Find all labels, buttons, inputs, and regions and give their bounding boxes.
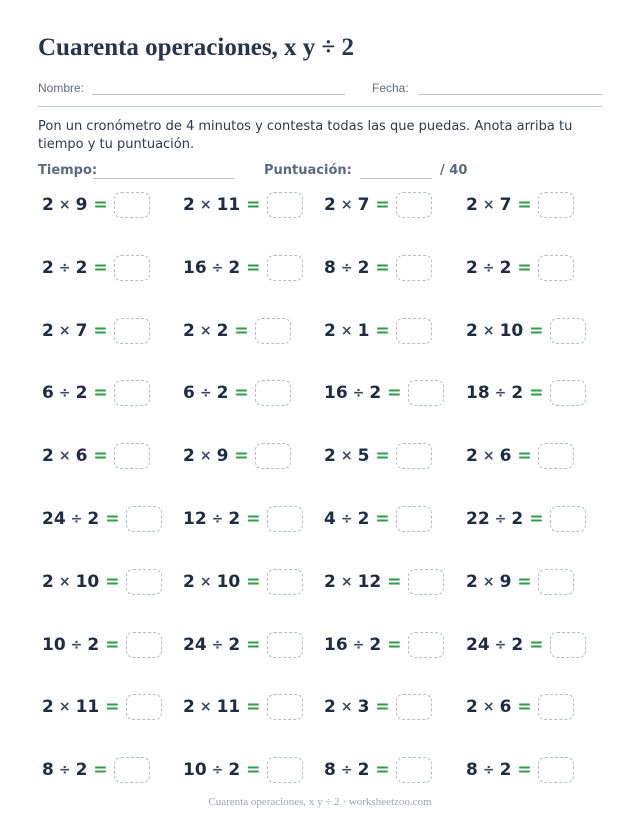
problem-item — [324, 190, 432, 220]
problem-item — [42, 567, 162, 597]
operator-symbol: ÷ — [70, 511, 83, 527]
operand-b: 2 — [499, 760, 512, 780]
answer-box[interactable] — [126, 632, 162, 658]
problem-item — [42, 253, 150, 283]
operand-a: 6 — [42, 383, 54, 403]
problem-item — [183, 755, 303, 785]
problem-item — [466, 692, 574, 722]
problem-item — [324, 441, 432, 471]
operand-a: 2 — [42, 572, 54, 592]
answer-box[interactable] — [396, 694, 432, 720]
equals-sign: = — [517, 258, 532, 278]
equals-sign: = — [375, 509, 390, 529]
answer-box[interactable] — [114, 255, 150, 281]
operand-a: 2 — [42, 697, 54, 717]
operator-symbol: ÷ — [352, 637, 365, 653]
footer: Cuarenta operaciones, x y ÷ 2 · worksheetzoo.com — [208, 796, 432, 808]
answer-box[interactable] — [267, 632, 303, 658]
equals-sign: = — [93, 446, 108, 466]
problem-item — [42, 316, 150, 346]
time-field[interactable] — [93, 178, 234, 179]
equals-sign: = — [93, 258, 108, 278]
problem-item — [324, 692, 432, 722]
operand-a: 6 — [183, 383, 195, 403]
equals-sign: = — [387, 383, 402, 403]
operand-a: 22 — [466, 509, 490, 529]
problem-item — [466, 316, 586, 346]
operand-b: 6 — [499, 697, 512, 717]
operand-b: 2 — [369, 383, 382, 403]
equals-sign: = — [375, 195, 390, 215]
operand-b: 10 — [216, 572, 241, 592]
operator-symbol: ÷ — [494, 511, 507, 527]
problem-item — [466, 378, 586, 408]
operator-symbol: ÷ — [70, 637, 83, 653]
equals-sign: = — [234, 383, 249, 403]
operand-b: 2 — [228, 258, 241, 278]
operator-symbol: × — [482, 699, 495, 715]
operand-b: 2 — [75, 383, 88, 403]
problem-item — [42, 378, 150, 408]
problem-item — [466, 253, 574, 283]
problem-item — [324, 316, 432, 346]
operator-symbol: × — [58, 323, 71, 339]
operand-b: 10 — [499, 321, 524, 341]
operator-symbol: ÷ — [58, 762, 71, 778]
operand-a: 2 — [324, 697, 336, 717]
operator-symbol: ÷ — [211, 511, 224, 527]
answer-box[interactable] — [538, 569, 574, 595]
operator-symbol: ÷ — [352, 385, 365, 401]
operand-b: 7 — [499, 195, 512, 215]
answer-box[interactable] — [126, 506, 162, 532]
answer-box[interactable] — [267, 569, 303, 595]
equals-sign: = — [93, 760, 108, 780]
operator-symbol: × — [58, 197, 71, 213]
equals-sign: = — [246, 258, 261, 278]
operand-b: 2 — [499, 258, 512, 278]
operand-b: 11 — [216, 195, 241, 215]
operator-symbol: × — [482, 448, 495, 464]
operand-b: 7 — [357, 195, 370, 215]
operand-b: 7 — [75, 321, 88, 341]
operand-a: 24 — [183, 635, 207, 655]
page-title: Cuarenta operaciones, x y ÷ 2 — [38, 34, 355, 61]
equals-sign: = — [517, 446, 532, 466]
equals-sign: = — [105, 572, 120, 592]
answer-box[interactable] — [126, 694, 162, 720]
header-divider — [38, 106, 602, 107]
answer-box[interactable] — [255, 443, 291, 469]
problem-item — [42, 190, 150, 220]
operator-symbol: ÷ — [58, 385, 71, 401]
equals-sign: = — [246, 697, 261, 717]
problem-item — [324, 378, 444, 408]
operator-symbol: × — [482, 574, 495, 590]
operator-symbol: ÷ — [340, 762, 353, 778]
problem-item — [183, 692, 303, 722]
operand-a: 2 — [324, 446, 336, 466]
problem-item — [324, 567, 444, 597]
equals-sign: = — [246, 635, 261, 655]
answer-box[interactable] — [126, 569, 162, 595]
score-total: / 40 — [440, 163, 468, 178]
equals-sign: = — [529, 321, 544, 341]
operand-b: 6 — [75, 446, 88, 466]
answer-box[interactable] — [267, 192, 303, 218]
operand-a: 2 — [183, 697, 195, 717]
operand-a: 12 — [183, 509, 207, 529]
problem-item — [466, 441, 574, 471]
equals-sign: = — [517, 195, 532, 215]
equals-sign: = — [517, 760, 532, 780]
operand-a: 24 — [42, 509, 66, 529]
name-label: Nombre: — [38, 81, 85, 95]
answer-box[interactable] — [550, 632, 586, 658]
operand-b: 2 — [87, 635, 100, 655]
equals-sign: = — [529, 635, 544, 655]
operand-a: 2 — [466, 258, 478, 278]
operator-symbol: ÷ — [494, 637, 507, 653]
problem-item — [183, 441, 291, 471]
problem-item — [324, 504, 432, 534]
answer-box[interactable] — [396, 506, 432, 532]
operator-symbol: ÷ — [340, 260, 353, 276]
equals-sign: = — [517, 697, 532, 717]
operand-a: 2 — [183, 446, 195, 466]
operator-symbol: ÷ — [211, 637, 224, 653]
equals-sign: = — [246, 572, 261, 592]
equals-sign: = — [93, 321, 108, 341]
equals-sign: = — [375, 697, 390, 717]
operand-b: 2 — [216, 321, 229, 341]
operand-a: 2 — [466, 195, 478, 215]
equals-sign: = — [529, 383, 544, 403]
operand-a: 8 — [466, 760, 478, 780]
operand-b: 9 — [499, 572, 512, 592]
equals-sign: = — [234, 321, 249, 341]
answer-box[interactable] — [396, 192, 432, 218]
operand-b: 2 — [228, 760, 241, 780]
operator-symbol: ÷ — [494, 385, 507, 401]
operand-a: 8 — [324, 258, 336, 278]
time-label: Tiempo: — [38, 163, 98, 178]
operand-b: 2 — [511, 509, 524, 529]
operand-b: 11 — [75, 697, 100, 717]
operand-b: 6 — [499, 446, 512, 466]
operand-b: 11 — [216, 697, 241, 717]
equals-sign: = — [246, 195, 261, 215]
date-label: Fecha: — [372, 81, 409, 95]
answer-box[interactable] — [550, 318, 586, 344]
operand-b: 10 — [75, 572, 100, 592]
operator-symbol: × — [340, 323, 353, 339]
operand-a: 10 — [183, 760, 207, 780]
answer-box[interactable] — [114, 192, 150, 218]
operator-symbol: ÷ — [482, 762, 495, 778]
problem-item — [466, 504, 586, 534]
answer-box[interactable] — [267, 757, 303, 783]
operator-symbol: × — [340, 699, 353, 715]
answer-box[interactable] — [267, 694, 303, 720]
operand-b: 2 — [228, 635, 241, 655]
operand-a: 2 — [42, 195, 54, 215]
operator-symbol: × — [199, 448, 212, 464]
problem-item — [183, 567, 303, 597]
equals-sign: = — [105, 635, 120, 655]
operand-a: 2 — [466, 572, 478, 592]
equals-sign: = — [375, 258, 390, 278]
operator-symbol: × — [340, 448, 353, 464]
operand-a: 2 — [183, 195, 195, 215]
problem-item — [42, 630, 162, 660]
operand-b: 2 — [75, 760, 88, 780]
operator-symbol: ÷ — [199, 385, 212, 401]
operand-a: 8 — [324, 760, 336, 780]
operator-symbol: × — [340, 574, 353, 590]
answer-box[interactable] — [396, 318, 432, 344]
operator-symbol: × — [482, 197, 495, 213]
operator-symbol: ÷ — [340, 511, 353, 527]
operand-a: 24 — [466, 635, 490, 655]
answer-box[interactable] — [408, 569, 444, 595]
answer-box[interactable] — [408, 380, 444, 406]
operand-a: 16 — [324, 635, 348, 655]
equals-sign: = — [246, 760, 261, 780]
operator-symbol: ÷ — [482, 260, 495, 276]
problem-item — [42, 692, 162, 722]
operand-a: 2 — [324, 321, 336, 341]
equals-sign: = — [105, 509, 120, 529]
operator-symbol: ÷ — [211, 762, 224, 778]
operand-a: 16 — [183, 258, 207, 278]
answer-box[interactable] — [114, 757, 150, 783]
operator-symbol: × — [58, 699, 71, 715]
operand-b: 2 — [511, 383, 524, 403]
operand-b: 9 — [216, 446, 229, 466]
operator-symbol: × — [199, 699, 212, 715]
operand-a: 2 — [42, 446, 54, 466]
answer-box[interactable] — [267, 506, 303, 532]
operand-b: 2 — [369, 635, 382, 655]
equals-sign: = — [517, 572, 532, 592]
operator-symbol: × — [482, 323, 495, 339]
operand-a: 8 — [42, 760, 54, 780]
answer-box[interactable] — [408, 632, 444, 658]
date-field[interactable] — [418, 94, 602, 95]
equals-sign: = — [93, 383, 108, 403]
problem-item — [324, 630, 444, 660]
equals-sign: = — [529, 509, 544, 529]
operand-b: 9 — [75, 195, 88, 215]
answer-box[interactable] — [538, 443, 574, 469]
answer-box[interactable] — [538, 255, 574, 281]
operand-a: 2 — [466, 697, 478, 717]
operand-b: 2 — [357, 760, 370, 780]
problem-item — [466, 630, 586, 660]
problem-item — [42, 504, 162, 534]
operand-b: 2 — [87, 509, 100, 529]
operand-a: 16 — [324, 383, 348, 403]
operand-a: 2 — [183, 572, 195, 592]
operand-b: 2 — [357, 258, 370, 278]
operand-b: 2 — [357, 509, 370, 529]
instructions: Pon un cronómetro de 4 minutos y contesta todas las que puedas. Anota arriba tu tiempo y tu puntuación. — [38, 119, 573, 152]
operator-symbol: × — [199, 323, 212, 339]
operand-a: 2 — [42, 321, 54, 341]
answer-box[interactable] — [114, 380, 150, 406]
answer-box[interactable] — [255, 318, 291, 344]
operand-a: 18 — [466, 383, 490, 403]
operand-b: 2 — [511, 635, 524, 655]
answer-box[interactable] — [396, 255, 432, 281]
operator-symbol: × — [199, 574, 212, 590]
operand-a: 4 — [324, 509, 336, 529]
answer-box[interactable] — [538, 694, 574, 720]
equals-sign: = — [105, 697, 120, 717]
answer-box[interactable] — [550, 380, 586, 406]
operand-b: 12 — [357, 572, 382, 592]
problem-item — [183, 630, 303, 660]
operand-b: 1 — [357, 321, 370, 341]
equals-sign: = — [375, 321, 390, 341]
answer-box[interactable] — [114, 318, 150, 344]
operand-a: 2 — [466, 321, 478, 341]
answer-box[interactable] — [114, 443, 150, 469]
operand-a: 2 — [324, 195, 336, 215]
problem-item — [324, 253, 432, 283]
operand-a: 10 — [42, 635, 66, 655]
equals-sign: = — [375, 760, 390, 780]
problem-item — [466, 755, 574, 785]
operand-b: 2 — [75, 258, 88, 278]
problem-item — [466, 190, 574, 220]
problem-item — [466, 567, 574, 597]
equals-sign: = — [375, 446, 390, 466]
equals-sign: = — [246, 509, 261, 529]
operand-a: 2 — [42, 258, 54, 278]
answer-box[interactable] — [538, 192, 574, 218]
operand-a: 2 — [183, 321, 195, 341]
equals-sign: = — [93, 195, 108, 215]
name-field[interactable] — [92, 94, 345, 95]
operand-a: 2 — [466, 446, 478, 466]
operator-symbol: ÷ — [211, 260, 224, 276]
operand-b: 2 — [216, 383, 229, 403]
answer-box[interactable] — [267, 255, 303, 281]
answer-box[interactable] — [396, 757, 432, 783]
problem-item — [183, 190, 303, 220]
problem-item — [42, 755, 150, 785]
score-field[interactable] — [360, 178, 432, 179]
problem-item — [183, 316, 291, 346]
answer-box[interactable] — [396, 443, 432, 469]
score-label: Puntuación: — [264, 163, 352, 178]
problem-item — [183, 504, 303, 534]
operand-b: 5 — [357, 446, 370, 466]
answer-box[interactable] — [538, 757, 574, 783]
operator-symbol: × — [199, 197, 212, 213]
operand-a: 2 — [324, 572, 336, 592]
operator-symbol: ÷ — [58, 260, 71, 276]
answer-box[interactable] — [255, 380, 291, 406]
problem-item — [42, 441, 150, 471]
operand-b: 3 — [357, 697, 370, 717]
answer-box[interactable] — [550, 506, 586, 532]
equals-sign: = — [387, 572, 402, 592]
operator-symbol: × — [58, 448, 71, 464]
problem-item — [183, 378, 291, 408]
equals-sign: = — [387, 635, 402, 655]
operand-b: 2 — [228, 509, 241, 529]
problem-item — [324, 755, 432, 785]
problem-item — [183, 253, 303, 283]
operator-symbol: × — [58, 574, 71, 590]
operator-symbol: × — [340, 197, 353, 213]
equals-sign: = — [234, 446, 249, 466]
